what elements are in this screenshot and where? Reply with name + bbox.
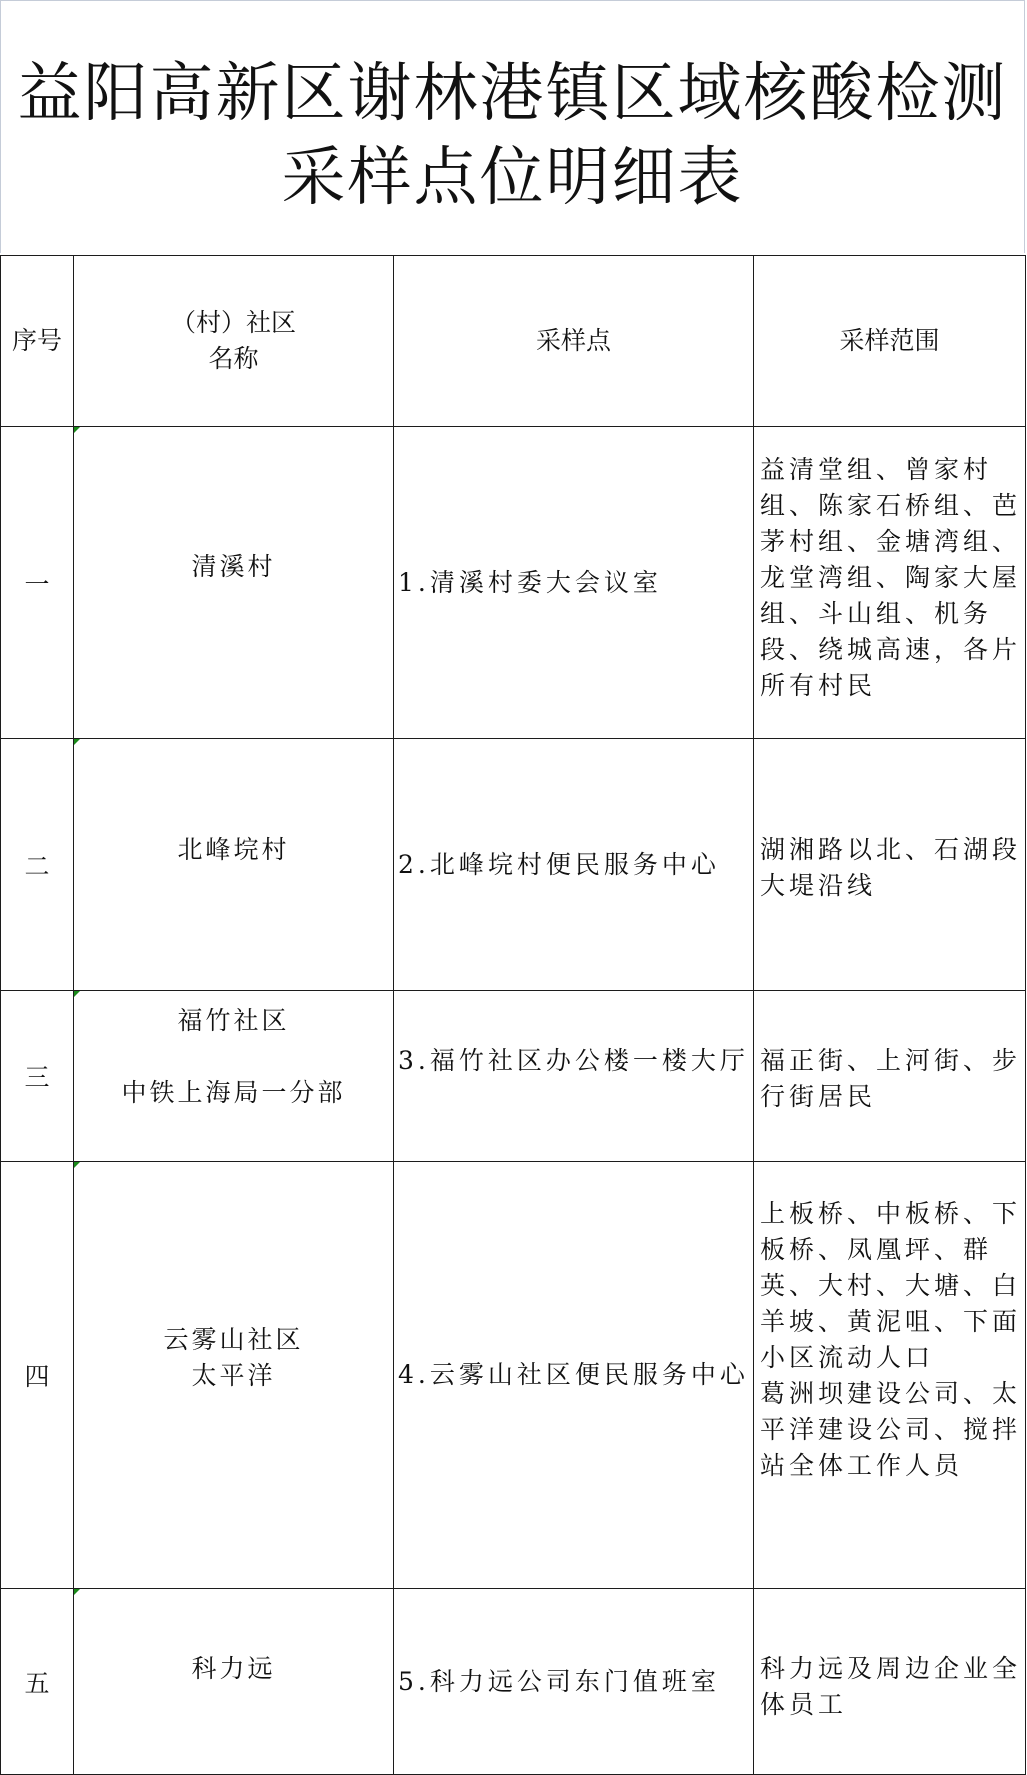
cell-marker — [74, 1589, 80, 1595]
range-text: 上板桥、中板桥、下板桥、凤凰坪、群英、大村、大塘、白羊坡、黄泥咀、下面小区流动人口 — [760, 1199, 1022, 1372]
row-range — [754, 991, 1026, 1162]
table-row — [1, 739, 1026, 991]
row-seq: 四 — [1, 1162, 74, 1589]
cell-marker — [74, 739, 80, 745]
village-name: 科力远 — [191, 1654, 276, 1683]
village-name: 云雾山社区 — [163, 1325, 304, 1354]
row-site: 5.科力远公司东门值班室 — [394, 1589, 754, 1775]
row-site: 1.清溪村委大会议室 — [394, 427, 754, 739]
row-seq: 二 — [1, 739, 74, 991]
table-row — [1, 1589, 1026, 1775]
row-seq: 三 — [1, 991, 74, 1162]
row-range — [754, 739, 1026, 991]
document-title-line-2: 采样点位明细表 — [281, 141, 744, 215]
range-text-secondary: 葛洲坝建设公司、太平洋建设公司、搅拌站全体工作人员 — [760, 1379, 1022, 1480]
cell-marker — [74, 991, 80, 997]
cell-marker — [74, 1162, 80, 1168]
range-text: 科力远及周边企业全体员工 — [760, 1654, 1022, 1719]
village-name-secondary: 中铁上海局一分部 — [121, 1078, 346, 1107]
row-seq: 一 — [1, 427, 74, 739]
header-site: 采样点 — [394, 256, 754, 427]
table-row — [1, 991, 1026, 1162]
header-village — [74, 256, 394, 427]
village-name: 福竹社区 — [177, 1006, 290, 1035]
header-village-line-1: （村）社区 — [170, 308, 296, 337]
table-header-row — [1, 256, 1026, 427]
row-village — [74, 427, 394, 739]
document-title-block — [0, 0, 1025, 253]
table-row — [1, 1162, 1026, 1589]
row-range — [754, 427, 1026, 739]
header-village-line-2: 名称 — [208, 344, 259, 373]
cell-marker — [74, 427, 80, 433]
document-title-line-1: 益阳高新区谢林港镇区域核酸检测 — [17, 57, 1008, 131]
row-range — [754, 1162, 1026, 1589]
range-text: 益清堂组、曾家村组、陈家石桥组、芭茅村组、金塘湾组、龙堂湾组、陶家大屋组、斗山组、机务段、绕城高速，各片所有村民 — [760, 455, 1022, 700]
row-site: 2.北峰垸村便民服务中心 — [394, 739, 754, 991]
sampling-sites-table — [0, 255, 1026, 1775]
range-text: 福正街、上河街、步行街居民 — [760, 1046, 1022, 1111]
row-seq: 五 — [1, 1589, 74, 1775]
village-name: 清溪村 — [191, 552, 276, 581]
row-site: 3.福竹社区办公楼一楼大厅 — [394, 991, 754, 1162]
row-village — [74, 1589, 394, 1775]
header-seq: 序号 — [1, 256, 74, 427]
row-village — [74, 739, 394, 991]
village-name-secondary: 太平洋 — [191, 1361, 276, 1390]
row-site: 4.云雾山社区便民服务中心 — [394, 1162, 754, 1589]
row-village — [74, 1162, 394, 1589]
range-text: 湖湘路以北、石湖段大堤沿线 — [760, 835, 1022, 900]
table-row — [1, 427, 1026, 739]
row-range — [754, 1589, 1026, 1775]
header-range: 采样范围 — [754, 256, 1026, 427]
row-village — [74, 991, 394, 1162]
village-name: 北峰垸村 — [177, 835, 290, 864]
